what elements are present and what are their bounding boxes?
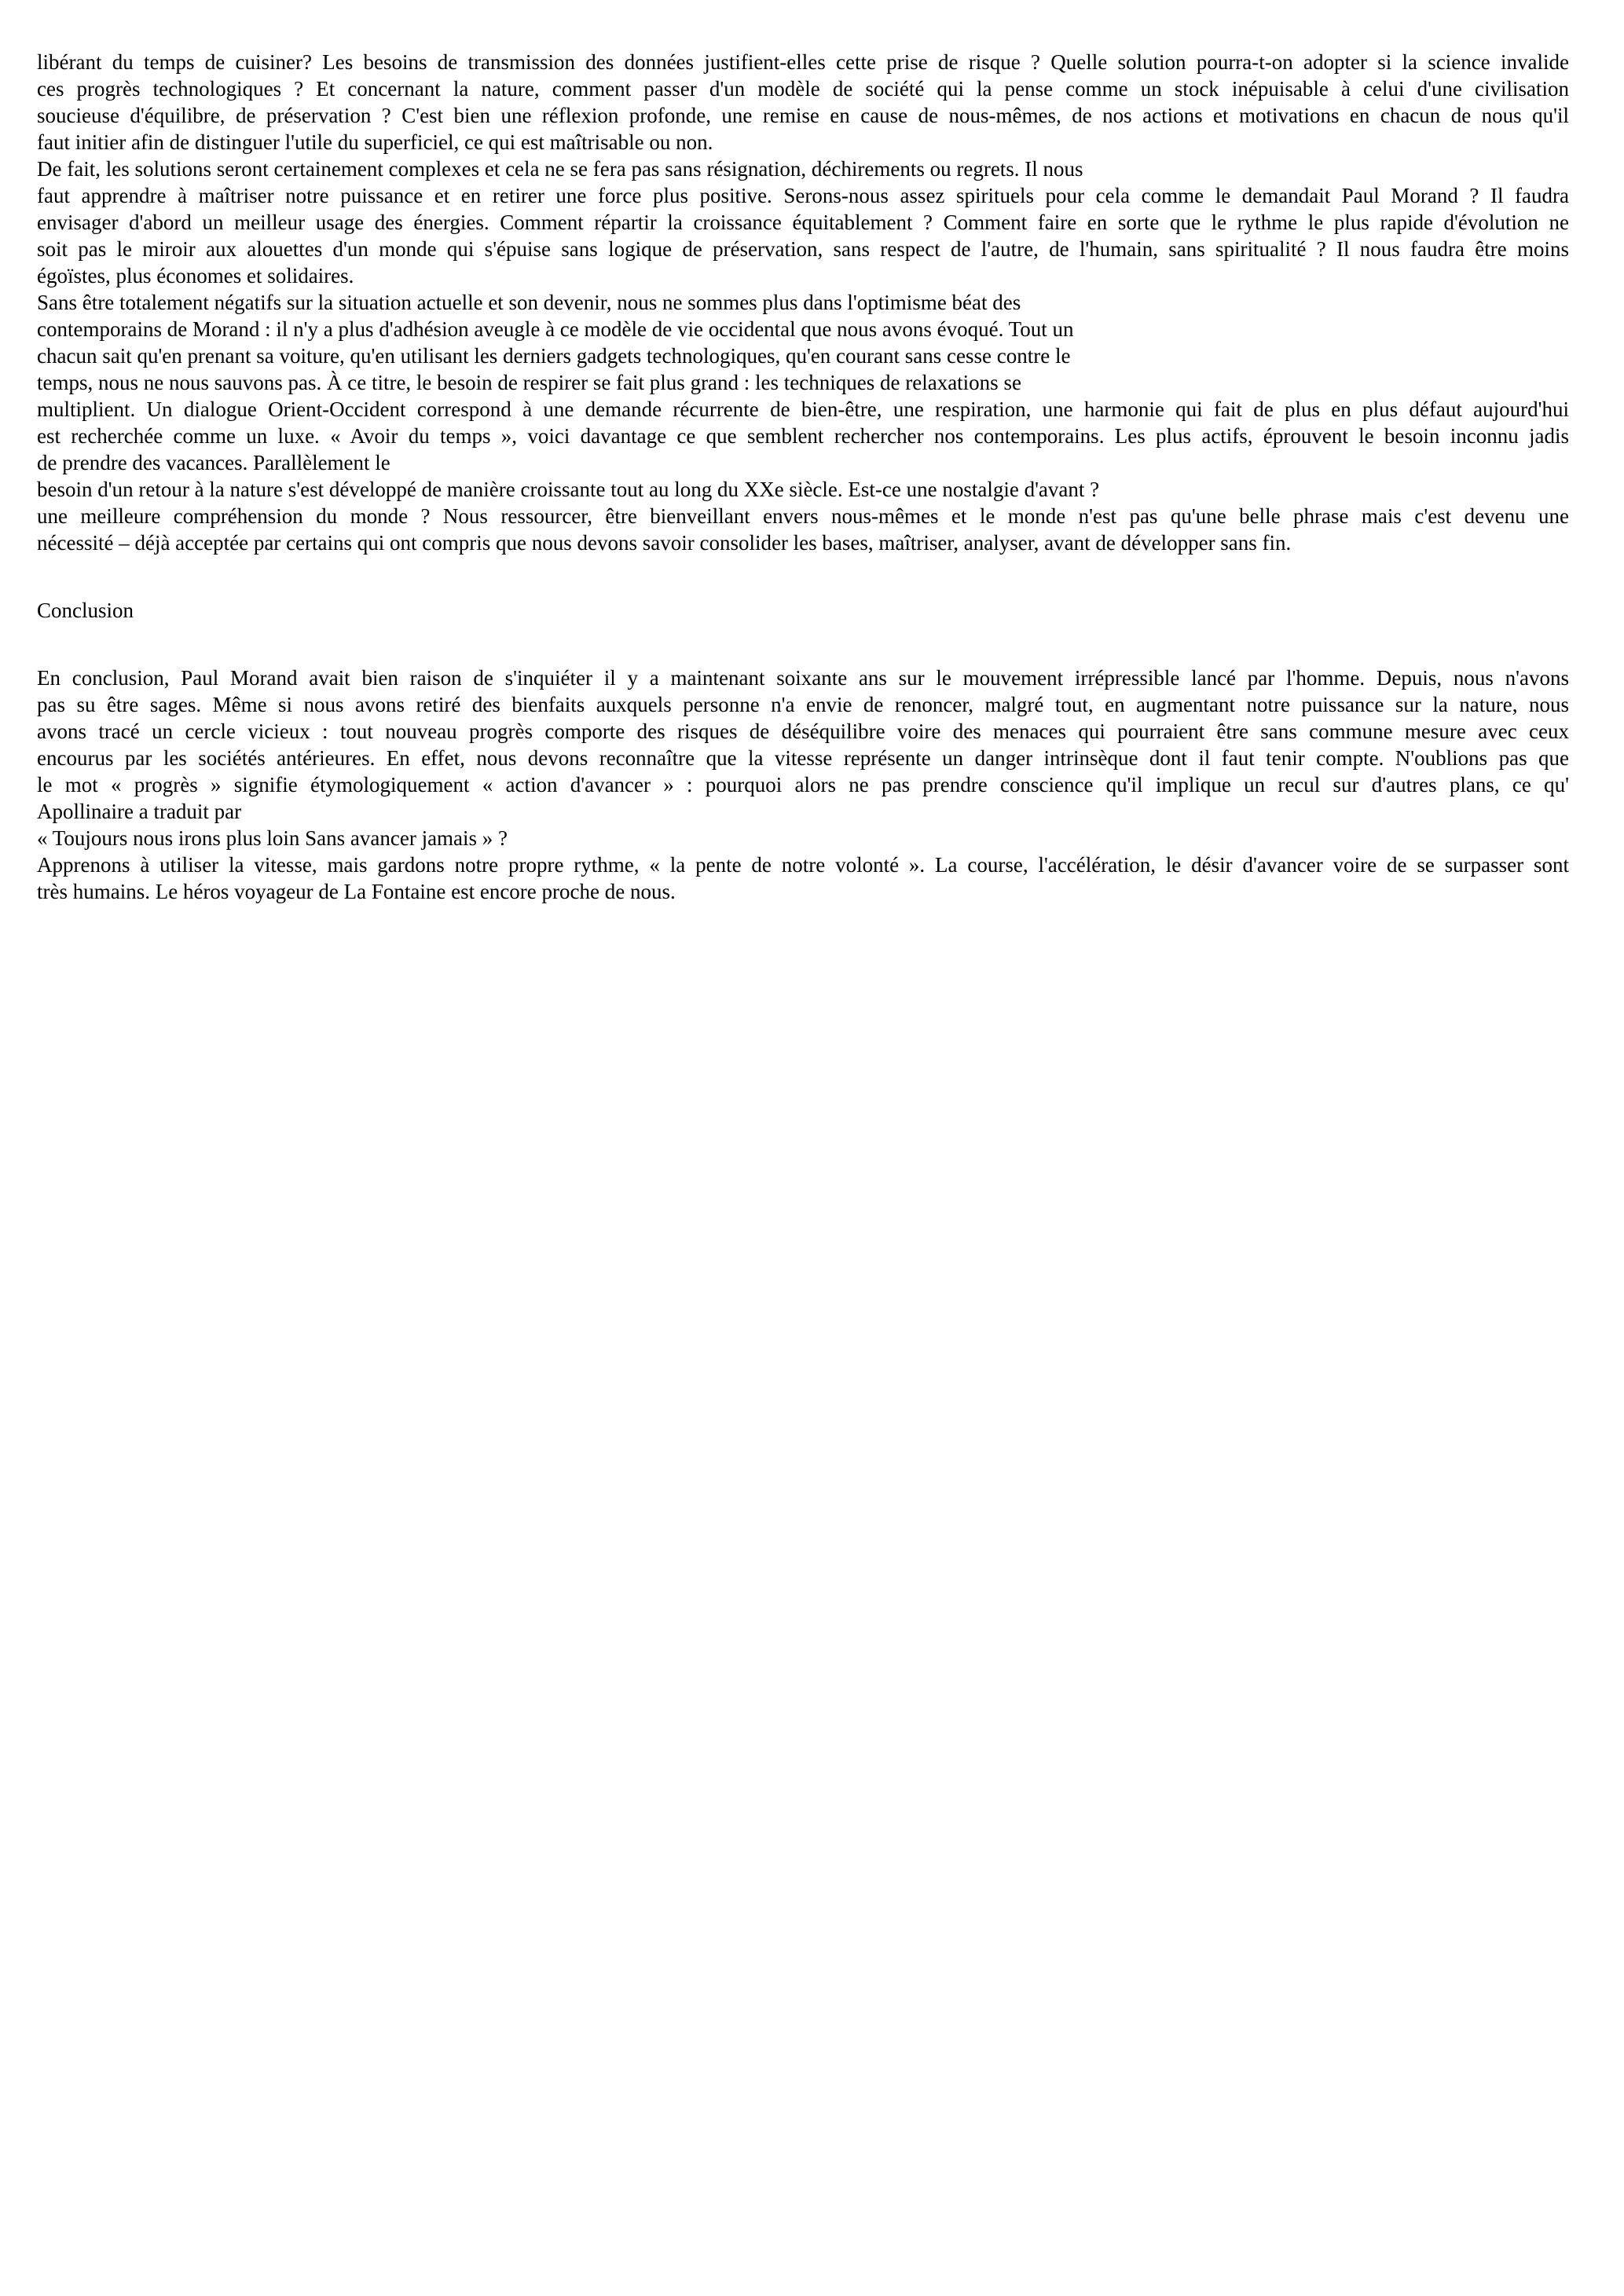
body-text-part1 (37, 49, 1569, 556)
text-line: Apollinaire a traduit par (37, 800, 242, 823)
text-line: une meilleure compréhension du monde ? Nous ressourcer, être bienveillant envers nous-mêmes et le monde n'est pas qu'une belle phrase mais c'est devenu une (37, 504, 1569, 528)
text-line: est recherchée comme un luxe. « Avoir du temps », voici davantage ce que semblent rechercher nos contemporains. Les plus actifs, éprouvent le besoin inconnu jadis (37, 424, 1569, 448)
text-line: libérant du temps de cuisiner? Les besoins de transmission des données justifient-elles cette prise de risque ? Quelle solution pourra-t-on adopter si la science invalide (37, 50, 1569, 74)
text-line: soit pas le miroir aux alouettes d'un monde qui s'épuise sans logique de préservation, sans respect de l'autre, de l'humain, sans spiritualité ? Il nous faudra être moins (37, 237, 1569, 261)
text-line: temps, nous ne nous sauvons pas. À ce titre, le besoin de respirer se fait plus grand : les techniques de relaxations se (37, 371, 1021, 394)
section-heading-conclusion: Conclusion (37, 599, 134, 622)
text-line: le mot « progrès » signifie étymologiquement « action d'avancer » : pourquoi alors ne pas prendre conscience qu'il implique un recul sur d'autres plans, ce qu' (37, 773, 1569, 796)
text-line: chacun sait qu'en prenant sa voiture, qu'en utilisant les derniers gadgets technologiques, qu'en courant sans cesse contre le (37, 344, 1071, 368)
text-line: « Toujours nous irons plus loin Sans avancer jamais » ? (37, 826, 508, 850)
body-text-part2 (37, 665, 1569, 905)
text-line: encourus par les sociétés antérieures. En effet, nous devons reconnaître que la vitesse représente un danger intrinsèque dont il faut tenir compte. N'oublions pas que (37, 746, 1569, 770)
text-line: pas su être sages. Même si nous avons retiré des bienfaits auxquels personne n'a envie de renoncer, malgré tout, en augmentant notre puissance sur la nature, nous (37, 693, 1569, 716)
text-line: très humains. Le héros voyageur de La Fontaine est encore proche de nous. (37, 880, 676, 903)
text-line: de prendre des vacances. Parallèlement le (37, 451, 390, 474)
text-line: multiplient. Un dialogue Orient-Occident correspond à une demande récurrente de bien-être, une respiration, une harmonie qui fait de plus en plus défaut aujourd'hui (37, 397, 1569, 421)
text-line: ces progrès technologiques ? Et concernant la nature, comment passer d'un modèle de société qui la pense comme un stock inépuisable à celui d'une civilisation (37, 77, 1569, 101)
text-line: contemporains de Morand : il n'y a plus d'adhésion aveugle à ce modèle de vie occidental que nous avons évoqué. Tout un (37, 317, 1074, 341)
text-line: envisager d'abord un meilleur usage des énergies. Comment répartir la croissance équitablement ? Comment faire en sorte que le rythme le plus rapide d'évolution ne (37, 211, 1569, 234)
text-line: faut initier afin de distinguer l'utile du superficiel, ce qui est maîtrisable ou non. (37, 130, 713, 154)
text-line: De fait, les solutions seront certainement complexes et cela ne se fera pas sans résignation, déchirements ou regrets. Il nous (37, 157, 1083, 181)
text-line: En conclusion, Paul Morand avait bien raison de s'inquiéter il y a maintenant soixante ans sur le mouvement irrépressible lancé par l'homme. Depuis, nous n'avons (37, 666, 1569, 690)
text-line: égoïstes, plus économes et solidaires. (37, 264, 354, 287)
document-page (37, 49, 1569, 905)
text-line: nécessité – déjà acceptée par certains qui ont compris que nous devons savoir consolider les bases, maîtriser, analyser, avant de développer sans fin. (37, 531, 1292, 555)
text-line: soucieuse d'équilibre, de préservation ? C'est bien une réflexion profonde, une remise en cause de nous-mêmes, de nos actions et motivations en chacun de nous qu'il (37, 104, 1569, 127)
text-line: faut apprendre à maîtriser notre puissance et en retirer une force plus positive. Serons-nous assez spirituels pour cela comme le demandait Paul Morand ? Il faudra (37, 184, 1569, 207)
text-line: avons tracé un cercle vicieux : tout nouveau progrès comporte des risques de déséquilibre voire des menaces qui pourraient être sans commune mesure avec ceux (37, 720, 1569, 743)
text-line: Apprenons à utiliser la vitesse, mais gardons notre propre rythme, « la pente de notre volonté ». La course, l'accélération, le désir d'avancer voire de se surpasser sont (37, 853, 1569, 877)
text-line: besoin d'un retour à la nature s'est développé de manière croissante tout au long du XXe siècle. Est-ce une nostalgie d'avant ? (37, 478, 1100, 501)
text-line: Sans être totalement négatifs sur la situation actuelle et son devenir, nous ne sommes plus dans l'optimisme béat des (37, 291, 1021, 314)
